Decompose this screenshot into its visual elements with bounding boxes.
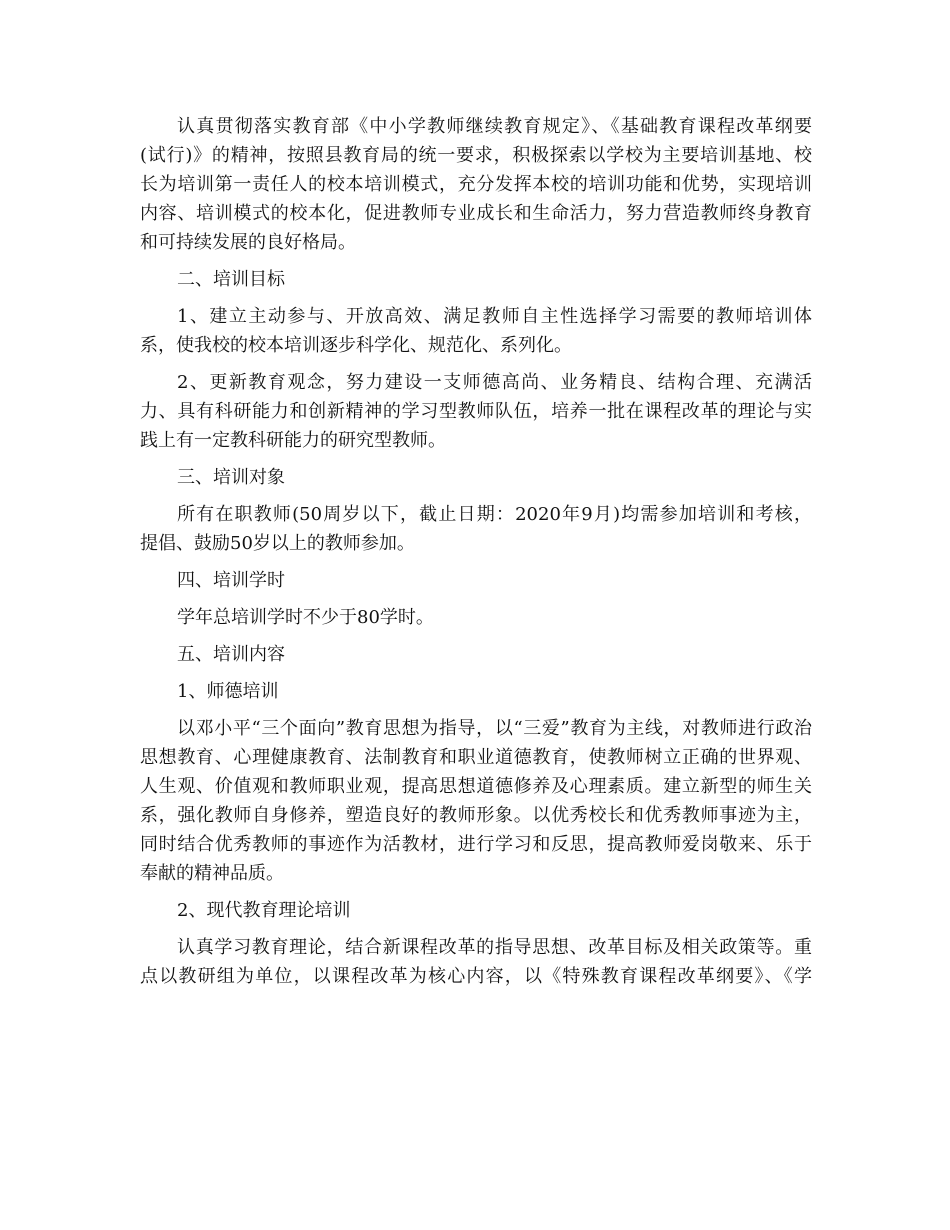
paragraph-goal-2 xyxy=(140,368,812,455)
section-heading-content xyxy=(140,640,812,669)
text-line: 1、建立主动参与、开放高效、满足教师自主性选择学习需要的教师培训体 xyxy=(177,306,812,327)
section-heading-hours xyxy=(140,566,812,595)
paragraph-hours xyxy=(140,603,812,632)
text-line: 人生观、价值观和教师职业观，提高思想道德修养及心理素质。建立新型的师生关 xyxy=(140,776,812,797)
heading-line: 二、培训目标 xyxy=(177,269,285,290)
text-line: 2、更新教育观念，努力建设一支师德高尚、业务精良、结构合理、充满活 xyxy=(177,372,812,393)
heading-line: 1、师德培训 xyxy=(177,681,279,702)
paragraph-target xyxy=(140,500,812,558)
text-line: 所有在职教师(50周岁以下，截止日期：2020年9月)均需参加培训和考核， xyxy=(177,504,812,525)
section-heading-goals xyxy=(140,265,812,294)
text-line: 认真学习教育理论，结合新课程改革的指导思想、改革目标及相关政策等。重 xyxy=(177,937,812,958)
text-line: (试行)》的精神，按照县教育局的统一要求，积极探索以学校为主要培训基地、校 xyxy=(140,145,812,166)
text-line: 同时结合优秀教师的事迹作为活教材，进行学习和反思，提高教师爱岗敬来、乐于 xyxy=(140,834,812,855)
heading-line: 五、培训内容 xyxy=(177,644,285,665)
heading-line: 四、培训学时 xyxy=(177,570,285,591)
text-line: 系，强化教师自身修养，塑造良好的教师形象。以优秀校长和优秀教师事迹为主， xyxy=(140,805,812,826)
text-line: 系，使我校的校本培训逐步科学化、规范化、系列化。 xyxy=(140,335,572,356)
paragraph-ethics-training xyxy=(140,714,812,888)
paragraph-intro xyxy=(140,112,812,257)
subheading-ethics-training xyxy=(140,677,812,706)
subheading-theory-training xyxy=(140,896,812,925)
text-line: 内容、培训模式的校本化，促进教师专业成长和生命活力，努力营造教师终身教育 xyxy=(140,203,812,224)
text-line: 和可持续发展的良好格局。 xyxy=(140,232,356,253)
text-line: 点以教研组为单位，以课程改革为核心内容，以《特殊教育课程改革纲要》、《学 xyxy=(140,966,812,987)
text-line: 思想教育、心理健康教育、法制教育和职业道德教育，使教师树立正确的世界观、 xyxy=(140,747,812,768)
text-line: 践上有一定教科研能力的研究型教师。 xyxy=(140,430,446,451)
paragraph-goal-1 xyxy=(140,302,812,360)
text-line: 以邓小平“三个面向”教育思想为指导，以“三爱”教育为主线，对教师进行政治 xyxy=(177,718,812,739)
text-line: 长为培训第一责任人的校本培训模式，充分发挥本校的培训功能和优势，实现培训 xyxy=(140,174,812,195)
heading-line: 三、培训对象 xyxy=(177,467,285,488)
text-line: 力、具有科研能力和创新精神的学习型教师队伍，培养一批在课程改革的理论与实 xyxy=(140,401,812,422)
document-page xyxy=(140,112,812,991)
paragraph-theory-training xyxy=(140,933,812,991)
text-line: 提倡、鼓励50岁以上的教师参加。 xyxy=(140,533,415,554)
text-line: 学年总培训学时不少于80学时。 xyxy=(177,607,434,628)
text-line: 奉献的精神品质。 xyxy=(140,863,284,884)
text-line: 认真贯彻落实教育部《中小学教师继续教育规定》、《基础教育课程改革纲要 xyxy=(177,116,812,137)
heading-line: 2、现代教育理论培训 xyxy=(177,900,351,921)
section-heading-target xyxy=(140,463,812,492)
